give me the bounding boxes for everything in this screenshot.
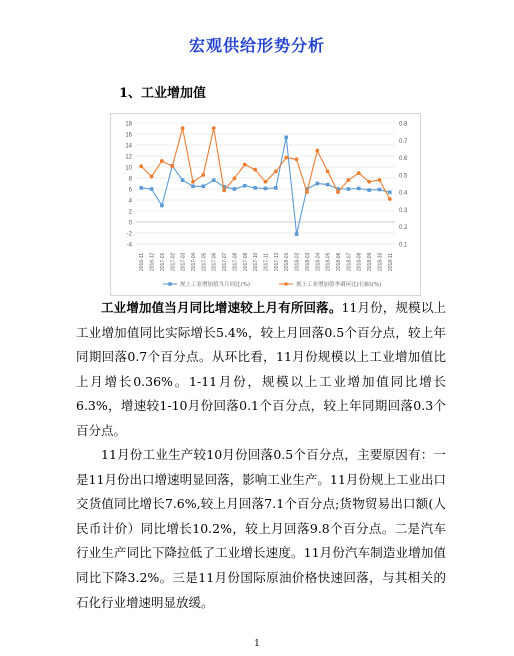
series-1-point [326, 183, 330, 187]
series-2-point [160, 159, 164, 163]
series-2-point [378, 178, 382, 182]
x-axis-tick-label: 2017-08 [232, 252, 239, 271]
x-axis-tick-label: 2018-01 [284, 252, 291, 271]
section-heading: 1、工业增加值 [119, 86, 207, 101]
paragraph-1-body: 11月份，规模以上工业增加值同比实际增长5.4%，较上月回落0.5个百分点，较上年同期回落0.7个百分点。从环比看，11月份规模以上工业增加值比上月增长0.36%。1-11月份，规模以上工业增加值同比增长6.3%，增速较1-10月份回落0.1个百分点，较上年同期回落0.3个百分点。 [76, 300, 446, 438]
x-axis-tick-label: 2017-10 [253, 252, 260, 271]
series-2-point [191, 180, 195, 184]
series-1-point [233, 187, 237, 191]
series-2-point [139, 164, 143, 168]
x-axis-tick-label: 2018-07 [346, 252, 353, 271]
x-axis-tick-label: 2017-06 [211, 252, 218, 271]
x-axis-tick-label: 2017-05 [201, 252, 208, 271]
series-2-point [315, 149, 319, 153]
x-axis-tick-label: 2018-05 [325, 252, 332, 271]
series-1-point [295, 232, 299, 236]
series-1-point [274, 186, 278, 190]
series-2-point [222, 189, 226, 193]
left-axis-tick-label: 14 [125, 143, 132, 150]
paragraph-2 [76, 443, 446, 615]
x-axis-tick-label: 2018-02 [294, 252, 301, 271]
series-1-point [264, 187, 268, 191]
x-axis-tick-label: 2017-03 [180, 252, 187, 271]
series-2-point [170, 164, 174, 168]
x-axis-tick-label: 2016-11 [139, 253, 146, 271]
document-title: 宏观供给形势分析 [188, 36, 325, 55]
legend-label: 规上工业增加值当月同比(%) [180, 282, 251, 288]
x-axis-tick-label: 2017-02 [170, 252, 177, 271]
series-2-point [295, 157, 299, 161]
series-1-point [253, 186, 257, 190]
legend-label: 规上工业增加值季调环比(右轴)(%) [296, 282, 382, 288]
paragraph-2-body: 11月份工业生产较10月份回落0.5个百分点，主要原因有：一是11月份出口增速明显回落，影响工业生产。11月份规上工业出口交货值同比增长7.6%,较上月回落7.1个百分点;货物贸易出口额(人民币计价）同比增长10.2%，较上月回落9.8个百分点。二是汽车行业生产同比下降拉低了工业增长速度。11月份汽车制造业增加值同比下降3.2%。三是11月份国际原油价格快速回落，与其相关的石化行业增速明显放缓。 [76, 447, 446, 610]
series-2-point [233, 176, 237, 180]
series-2-point [201, 173, 205, 177]
series-1-point [284, 136, 288, 140]
x-axis-tick-label: 2018-09 [367, 252, 374, 271]
series-1-point [243, 184, 247, 188]
series-2-point [243, 163, 247, 167]
x-axis-tick-label: 2018-06 [336, 252, 343, 271]
series-1-point [357, 187, 361, 191]
paragraph-1-lead: 工业增加值当月同比增速较上月有所回落。 [101, 300, 342, 315]
series-1-point [212, 178, 216, 182]
left-axis-tick-label: 6 [128, 187, 132, 194]
right-axis-tick-label: 0.7 [399, 138, 408, 145]
series-line-1 [141, 137, 390, 234]
left-axis-tick-label: 12 [125, 154, 132, 161]
series-2-point [367, 180, 371, 184]
series-2-point [150, 175, 154, 179]
series-1-point [367, 188, 371, 192]
right-axis-tick-label: 0.6 [399, 156, 408, 163]
series-2-point [326, 170, 330, 174]
left-axis-tick-label: -4 [126, 242, 132, 249]
series-2-point [336, 190, 340, 194]
series-1-point [388, 191, 392, 195]
series-2-point [346, 178, 350, 182]
series-1-point [139, 186, 143, 190]
legend-swatch-marker [284, 282, 288, 286]
right-axis-tick-label: 0.4 [399, 190, 408, 197]
series-1-point [202, 184, 206, 188]
industrial-value-added-chart [110, 113, 421, 296]
left-axis-tick-label: 0 [128, 220, 132, 227]
series-1-point [347, 187, 351, 191]
paragraph-1 [76, 296, 446, 444]
chart-svg [111, 114, 420, 295]
left-axis-tick-label: 2 [128, 209, 132, 216]
series-1-point [191, 184, 195, 188]
x-axis-tick-label: 2016-12 [149, 252, 156, 271]
right-axis-tick-label: 0.2 [399, 225, 408, 232]
series-2-point [181, 126, 185, 130]
series-2-point [264, 180, 268, 184]
series-2-point [388, 197, 392, 201]
left-axis-tick-label: 8 [128, 176, 132, 183]
series-1-point [150, 187, 154, 191]
series-1-point [181, 178, 185, 182]
right-axis-tick-label: 0.1 [399, 242, 408, 249]
x-axis-tick-label: 2017-01 [159, 252, 166, 271]
x-axis-tick-label: 2017-11 [263, 253, 270, 271]
x-axis-tick-label: 2017-09 [242, 252, 249, 271]
x-axis-tick-label: 2017-07 [222, 252, 229, 271]
series-1-point [378, 188, 382, 192]
series-1-point [160, 204, 164, 208]
left-axis-tick-label: 10 [125, 165, 132, 172]
right-axis-tick-label: 0.8 [399, 121, 408, 128]
series-2-point [357, 171, 361, 175]
series-2-point [284, 156, 288, 160]
series-2-point [212, 126, 216, 130]
left-axis-tick-label: -2 [126, 231, 132, 238]
x-axis-tick-label: 2017-12 [273, 252, 280, 271]
series-2-point [253, 168, 257, 172]
x-axis-tick-label: 2018-08 [356, 252, 363, 271]
x-axis-tick-label: 2018-11 [387, 253, 394, 271]
right-axis-tick-label: 0.3 [399, 207, 408, 214]
right-axis-tick-label: 0.5 [399, 173, 408, 180]
page-number: 1 [254, 639, 260, 649]
x-axis-tick-label: 2018-10 [377, 252, 384, 271]
series-1-point [316, 182, 320, 186]
x-axis-tick-label: 2018-03 [304, 252, 311, 271]
series-2-point [274, 170, 278, 174]
series-2-point [305, 190, 309, 194]
left-axis-tick-label: 4 [128, 198, 132, 205]
left-axis-tick-label: 16 [125, 132, 132, 139]
left-axis-tick-label: 18 [125, 121, 132, 128]
x-axis-tick-label: 2017-04 [190, 252, 197, 271]
legend-swatch-marker [168, 282, 171, 285]
x-axis-tick-label: 2018-04 [315, 252, 322, 271]
